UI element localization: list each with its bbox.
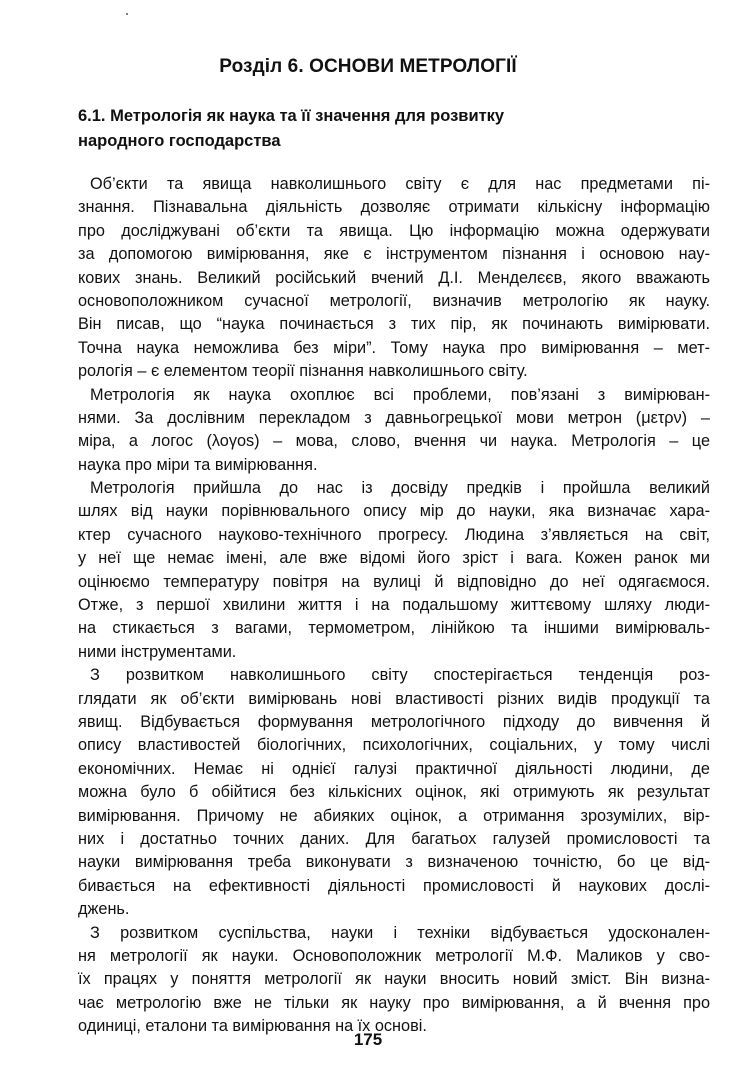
paragraph-line: джень. — [78, 900, 130, 919]
paragraph-line: Об’єкти та явища навколишнього світу є для нас предметами пі- — [90, 175, 710, 193]
paragraph-line: економічних. Немає ні однієї галузі практичної діяльності людини, де — [78, 759, 710, 778]
paragraph-line: основоположником сучасної метрології, визначив метрологію як науку. — [78, 291, 710, 310]
paragraph-line: Метрологія як наука охоплює всі проблеми, пов’язані з вимірюван- — [90, 385, 710, 404]
paragraph-line: Отже, з першої хвилини життя і на подальшому життєвому шляху люди- — [78, 596, 710, 615]
paragraph-line: кових знань. Великий російський вчений Д.І. Менделєєв, якого вважають — [78, 268, 710, 287]
paragraph-line: ня метрології як науки. Основоположник метрології М.Ф. Маликов у сво- — [78, 946, 710, 965]
paragraph-line: шлях від науки порівнювального опису мір до науки, яка визначає хара- — [78, 502, 710, 521]
paragraph-line: у неї ще немає імені, але вже відомі його зріст і вага. Кожен ранок ми — [78, 549, 710, 568]
paragraph-line: Метрологія прийшла до нас із досвіду предків і пройшла великий — [90, 479, 710, 498]
paragraph-line: явищ. Відбувається формування метрологічного підходу до вивчення й — [78, 712, 710, 731]
paragraph-line: Точна наука неможлива без міри”. Тому наука про вимірювання – мет- — [78, 338, 710, 357]
paragraph-line: науки вимірювання треба виконувати з визначеною точністю, бо це від- — [78, 853, 710, 872]
print-speck — [126, 13, 128, 15]
paragraph-line: бивається на ефективності діяльності промисловості й наукових дослі- — [78, 876, 710, 895]
section-title-line: народного господарства — [78, 132, 281, 150]
paragraph-line: глядати як об’єкти вимірювань нові властивості різних видів продукції та — [78, 689, 710, 708]
paragraph-line: міра, а логос (λογos) – мова, слово, вчення чи наука. Метрологія – це — [78, 432, 710, 451]
paragraph-line: них і достатньо точних даних. Для багатьох галузей промисловості та — [78, 829, 710, 848]
paragraph-line: їх працях у поняття метрології як науки вносить новий зміст. Він визна- — [78, 970, 710, 989]
paragraph-line: про досліджувані об’єкти та явища. Цю інформацію можна одержувати — [78, 221, 710, 240]
paragraph-line: ними інструментами. — [78, 642, 237, 661]
paragraph-line: З розвитком навколишнього світу спостерігається тенденція роз- — [90, 666, 710, 685]
section-title-line: 6.1. Метрологія як наука та її значення для розвитку — [78, 107, 505, 125]
paragraph-line: вимірювання. Причому не абияких оцінок, а отримання зрозумілих, вір- — [78, 806, 710, 825]
paragraph-line: знання. Пізнавальна діяльність дозволяє отримати кількісну інформацію — [78, 198, 710, 217]
paragraph-line: Він писав, що “наука починається з тих пір, як починають вимірювати. — [78, 315, 710, 334]
paragraph-line: одиниці, еталони та вимірювання на їх основі. — [78, 1017, 427, 1036]
paragraph-line: чає метрологію вже не тільки як науку про вимірювання, а й вчення про — [78, 993, 710, 1012]
paragraph-line: наука про міри та вимірювання. — [78, 455, 318, 474]
paragraph-line: за допомогою вимірювання, яке є інструментом пізнання і основою нау- — [78, 245, 710, 264]
body-text — [78, 173, 710, 1038]
paragraph-line: оцінюємо температуру повітря на вулиці й відповідно до неї одягаємося. — [78, 572, 710, 591]
paragraph-line: ктер сучасного науково-технічного прогресу. Людина з’являється на світ, — [78, 525, 710, 544]
section-title — [78, 104, 638, 154]
paragraph-line: опису властивостей біологічних, психологічних, соціальних, у тому числі — [78, 736, 710, 755]
paragraph-line: рологія – є елементом теорії пізнання навколишнього світу. — [78, 362, 528, 381]
paragraph-line: можна було б обійтися без кількісних оцінок, які отримують як результат — [78, 783, 710, 802]
page-number: 175 — [353, 1030, 383, 1049]
paragraph-line: З розвитком суспільства, науки і техніки відбувається удосконален- — [90, 923, 710, 942]
paragraph-line: на стикається з вагами, термометром, лінійкою та іншими вимірюваль- — [78, 619, 710, 638]
chapter-title: Розділ 6. ОСНОВИ МЕТРОЛОГІЇ — [219, 56, 517, 77]
paragraph-line: нями. За дослівним перекладом з давньогрецької мови метрон (μετρν) – — [78, 408, 710, 427]
